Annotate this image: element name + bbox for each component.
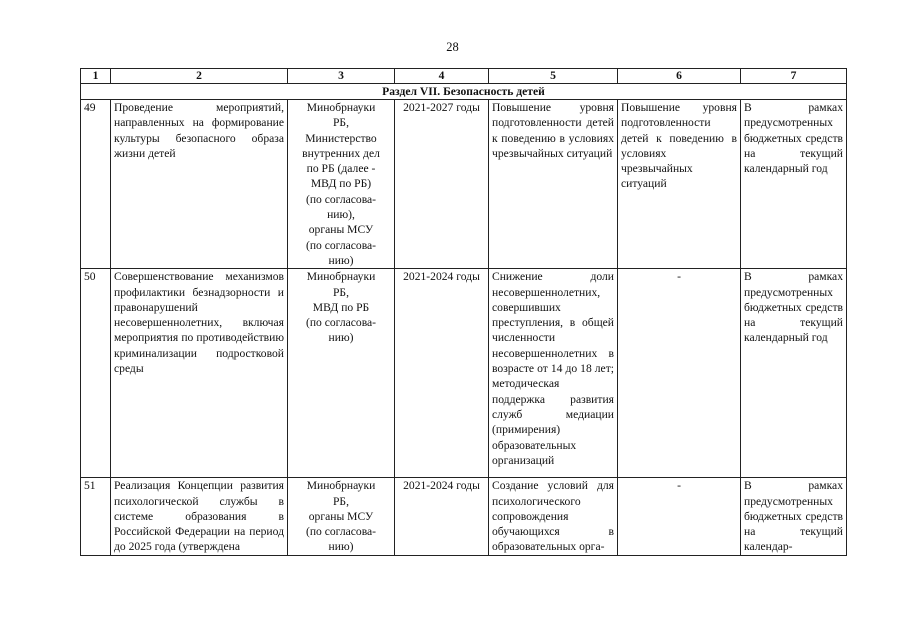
result-cell: Снижение доли несовершеннолетних, совершивших преступления, в общей численности несовершеннолетних в возрасте от 14 до 18 лет; методическая поддержка развития служб медиации (примирения) образовательных организаций [489,269,618,478]
executor-line: внутренних дел [302,146,380,160]
executor-line: РБ, [332,494,349,508]
executor-line: Министерство [305,131,377,145]
funding-cell: В рамках предусмотренных бюджетных средств на текущий календарный год [741,269,847,478]
row-number: 49 [81,100,111,269]
executor-line: РБ, [332,285,349,299]
measure-cell: Совершенствование механизмов профилактики безнадзорности и правонарушений несовершеннолетних, включая мероприятия по противодействию криминализации подростковой среды [111,269,288,478]
executors-cell [288,269,395,478]
header-col-1: 1 [81,69,111,84]
funding-cell: В рамках предусмотренных бюджетных средств на текущий календар- [741,478,847,555]
executor-line: нию) [328,253,354,267]
executors-cell [288,100,395,269]
header-row [81,69,847,84]
executor-line: нию) [328,331,354,345]
header-col-6: 6 [618,69,741,84]
executor-line: МВД по РБ) [310,177,372,191]
result-cell: Повышение уровня подготовленности детей к поведению в условиях чрезвычайных ситуаций [489,100,618,269]
header-col-3: 3 [288,69,395,84]
measures-table [80,68,847,556]
executor-line: РБ, [332,116,349,130]
result-cell: Создание условий для психологического сопровождения обучающихся в образовательных орга- [489,478,618,555]
header-col-7: 7 [741,69,847,84]
executor-line: Минобрнауки [306,479,376,493]
executor-line: (по согласова- [305,316,377,330]
header-col-5: 5 [489,69,618,84]
period-cell: 2021-2024 годы [395,269,489,478]
executor-line: Минобрнауки [306,101,376,114]
measure-cell: Реализация Концепции развития психологической службы в системе образования в Российской Федерации на период до 2025 года (утверждена [111,478,288,555]
executor-line: органы МСУ [308,223,374,237]
measure-cell: Проведение мероприятий, направленных на формирование культуры безопасного образа жизни детей [111,100,288,269]
executor-line: (по согласова- [305,238,377,252]
table-row [81,478,847,555]
executor-line: по РБ (далее - [306,162,376,176]
executors-cell [288,478,395,555]
table-row [81,269,847,478]
executor-line: нию), [327,208,355,222]
indicator-cell: - [618,478,741,555]
period-cell: 2021-2024 годы [395,478,489,555]
executor-line: МВД по РБ [312,300,370,314]
indicator-cell: - [618,269,741,478]
indicator-cell: Повышение уровня подготовленности детей к поведению в условиях чрезвычайных ситуаций [618,100,741,269]
page-number: 28 [446,40,459,54]
executor-line: органы МСУ [308,509,374,523]
header-col-2: 2 [111,69,288,84]
executor-line: (по согласова- [305,192,377,206]
section-row [81,84,847,100]
executor-line: нию) [328,540,354,554]
header-col-4: 4 [395,69,489,84]
executor-line: Минобрнауки [306,270,376,284]
funding-cell: В рамках предусмотренных бюджетных средств на текущий календарный год [741,100,847,269]
row-number: 51 [81,478,111,555]
section-title: Раздел VII. Безопасность детей [81,84,847,100]
executor-line: (по согласова- [305,525,377,539]
row-number: 50 [81,269,111,478]
period-cell: 2021-2027 годы [395,100,489,269]
table-row [81,100,847,269]
